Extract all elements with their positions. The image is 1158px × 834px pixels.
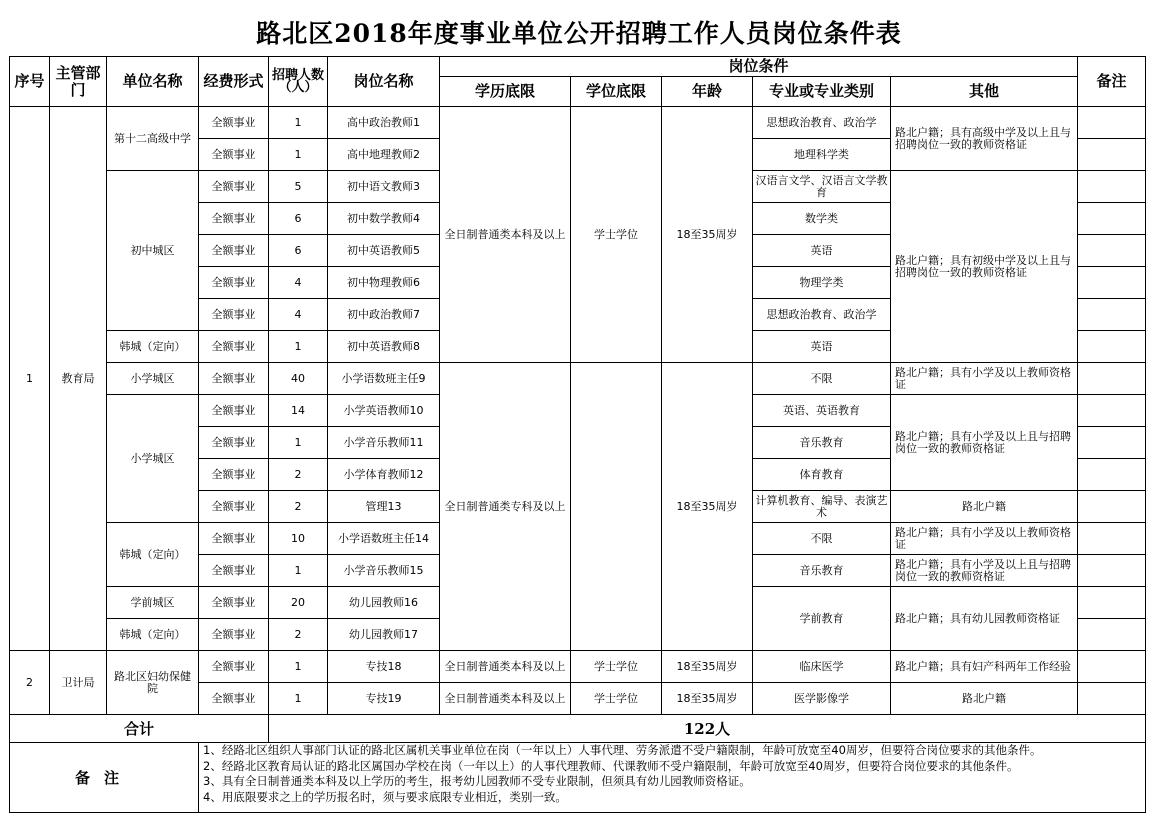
count-cell: 1 [269,683,328,715]
count-cell: 4 [269,299,328,331]
post-cell: 小学语数班主任14 [328,523,440,555]
remark-cell [1078,427,1146,459]
funding-cell: 全额事业 [199,459,269,491]
post-cell: 管理13 [328,491,440,523]
header-edu: 学历底限 [440,77,571,107]
unit-cell: 小学城区 [107,363,199,395]
unit-cell: 小学城区 [107,395,199,523]
other-cell: 路北户籍；具有初级中学及以上且与招聘岗位一致的教师资格证 [891,171,1078,363]
funding-cell: 全额事业 [199,651,269,683]
post-cell: 幼儿园教师17 [328,619,440,651]
edu-cell: 全日制普通类本科及以上 [440,651,571,683]
post-cell: 初中英语教师8 [328,331,440,363]
note-line: 2、经路北区教育局认证的路北区属国办学校在岗（一年以上）的人事代理教师、代课教师不受户籍限制，年龄可放宽至40周岁，但要符合岗位要求的其他条件。 [203,758,1019,773]
remark-cell [1078,491,1146,523]
unit-cell: 韩城（定向） [107,619,199,651]
post-cell: 初中物理教师6 [328,267,440,299]
header-remark: 备注 [1078,57,1146,107]
funding-cell: 全额事业 [199,619,269,651]
funding-cell: 全额事业 [199,331,269,363]
other-cell: 路北户籍 [891,491,1078,523]
funding-cell: 全额事业 [199,555,269,587]
major-cell: 计算机教育、编导、表演艺术 [753,491,891,523]
major-cell: 英语 [753,235,891,267]
count-cell: 4 [269,267,328,299]
header-seq: 序号 [10,57,50,107]
post-cell: 高中政治教师1 [328,107,440,139]
header-major: 专业或专业类别 [753,77,891,107]
major-cell: 物理学类 [753,267,891,299]
unit-cell: 初中城区 [107,171,199,331]
degree-cell: 学士学位 [571,651,662,683]
notes-text [199,743,1146,813]
total-label: 合计 [10,715,269,743]
remark-cell [1078,683,1146,715]
remark-cell [1078,587,1146,619]
funding-cell: 全额事业 [199,203,269,235]
funding-cell: 全额事业 [199,363,269,395]
total-value: 122人 [269,715,1146,743]
major-cell: 不限 [753,363,891,395]
post-cell: 小学英语教师10 [328,395,440,427]
remark-cell [1078,299,1146,331]
remark-cell [1078,139,1146,171]
other-cell: 路北户籍；具有幼儿园教师资格证 [891,587,1078,651]
notes-label: 备注 [10,743,199,813]
count-cell: 20 [269,587,328,619]
header-count: 招聘人数（人） [269,57,328,107]
funding-cell: 全额事业 [199,395,269,427]
funding-cell: 全额事业 [199,523,269,555]
other-cell: 路北户籍；具有妇产科两年工作经验 [891,651,1078,683]
count-cell: 40 [269,363,328,395]
major-cell: 学前教育 [753,587,891,651]
degree-cell: 学士学位 [571,107,662,363]
edu-cell: 全日制普通类本科及以上 [440,683,571,715]
remark-cell [1078,331,1146,363]
major-cell: 思想政治教育、政治学 [753,299,891,331]
unit-cell: 韩城（定向） [107,331,199,363]
funding-cell: 全额事业 [199,299,269,331]
unit-cell: 路北区妇幼保健院 [107,651,199,715]
remark-cell [1078,203,1146,235]
major-cell: 音乐教育 [753,427,891,459]
count-cell: 2 [269,619,328,651]
seq-cell: 1 [10,107,50,651]
recruitment-table [9,56,1146,813]
remark-cell [1078,459,1146,491]
funding-cell: 全额事业 [199,235,269,267]
major-cell: 英语、英语教育 [753,395,891,427]
seq-cell: 2 [10,651,50,715]
major-cell: 体育教育 [753,459,891,491]
note-line: 4、用底限要求之上的学历报名时，须与要求底限专业相近，类别一致。 [203,789,567,804]
header-degree: 学位底限 [571,77,662,107]
funding-cell: 全额事业 [199,139,269,171]
count-cell: 14 [269,395,328,427]
remark-cell [1078,363,1146,395]
post-cell: 初中政治教师7 [328,299,440,331]
count-cell: 1 [269,651,328,683]
remark-cell [1078,523,1146,555]
post-cell: 幼儿园教师16 [328,587,440,619]
header-other: 其他 [891,77,1078,107]
post-cell: 小学音乐教师11 [328,427,440,459]
note-line: 3、具有全日制普通类本科及以上学历的考生，报考幼儿园教师不受专业限制，但须具有幼儿园教师资格证。 [203,774,751,788]
count-cell: 2 [269,459,328,491]
age-cell: 18至35周岁 [662,363,753,651]
edu-cell: 全日制普通类专科及以上 [440,363,571,651]
other-cell: 路北户籍；具有小学及以上教师资格证 [891,523,1078,555]
count-cell: 1 [269,427,328,459]
count-cell: 1 [269,555,328,587]
post-cell: 专技18 [328,651,440,683]
age-cell: 18至35周岁 [662,683,753,715]
count-cell: 2 [269,491,328,523]
remark-cell [1078,555,1146,587]
major-cell: 音乐教育 [753,555,891,587]
count-cell: 1 [269,107,328,139]
count-cell: 1 [269,139,328,171]
age-cell: 18至35周岁 [662,107,753,363]
age-cell: 18至35周岁 [662,651,753,683]
remark-cell [1078,267,1146,299]
post-cell: 高中地理教师2 [328,139,440,171]
other-cell: 路北户籍 [891,683,1078,715]
funding-cell: 全额事业 [199,491,269,523]
degree-cell: 学士学位 [571,683,662,715]
count-cell: 6 [269,203,328,235]
edu-cell: 全日制普通类本科及以上 [440,107,571,363]
page-title: 路北区2018年度事业单位公开招聘工作人员岗位条件表 [256,19,902,48]
count-cell: 1 [269,331,328,363]
count-cell: 6 [269,235,328,267]
major-cell: 汉语言文学、汉语言文学教育 [753,171,891,203]
funding-cell: 全额事业 [199,267,269,299]
remark-cell [1078,171,1146,203]
unit-cell: 学前城区 [107,587,199,619]
post-cell: 小学语数班主任9 [328,363,440,395]
header-post: 岗位名称 [328,57,440,107]
remark-cell [1078,235,1146,267]
major-cell: 医学影像学 [753,683,891,715]
funding-cell: 全额事业 [199,107,269,139]
funding-cell: 全额事业 [199,427,269,459]
post-cell: 初中数学教师4 [328,203,440,235]
remark-cell [1078,619,1146,651]
remark-cell [1078,651,1146,683]
funding-cell: 全额事业 [199,587,269,619]
other-cell: 路北户籍；具有小学及以上且与招聘岗位一致的教师资格证 [891,395,1078,491]
header-funding: 经费形式 [199,57,269,107]
remark-cell [1078,395,1146,427]
other-cell: 路北户籍；具有小学及以上教师资格证 [891,363,1078,395]
major-cell: 地理科学类 [753,139,891,171]
major-cell: 数学类 [753,203,891,235]
post-cell: 初中英语教师5 [328,235,440,267]
other-cell: 路北户籍；具有高级中学及以上且与招聘岗位一致的教师资格证 [891,107,1078,171]
other-cell: 路北户籍；具有小学及以上且与招聘岗位一致的教师资格证 [891,555,1078,587]
unit-cell: 韩城（定向） [107,523,199,587]
major-cell: 临床医学 [753,651,891,683]
post-cell: 小学音乐教师15 [328,555,440,587]
remark-cell [1078,107,1146,139]
dept-cell: 卫计局 [50,651,107,715]
degree-cell [571,363,662,651]
unit-cell: 第十二高级中学 [107,107,199,171]
header-unit: 单位名称 [107,57,199,107]
post-cell: 专技19 [328,683,440,715]
header-conditions: 岗位条件 [440,57,1078,77]
note-line: 1、经路北区组织人事部门认证的路北区属机关事业单位在岗（一年以上）人事代理、劳务派遣不受户籍限制，年龄可放宽至40周岁，但要符合岗位要求的其他条件。 [203,743,1042,757]
post-cell: 初中语文教师3 [328,171,440,203]
dept-cell: 教育局 [50,107,107,651]
funding-cell: 全额事业 [199,171,269,203]
header-dept: 主管部门 [50,57,107,107]
funding-cell: 全额事业 [199,683,269,715]
count-cell: 10 [269,523,328,555]
major-cell: 英语 [753,331,891,363]
major-cell: 思想政治教育、政治学 [753,107,891,139]
post-cell: 小学体育教师12 [328,459,440,491]
header-age: 年龄 [662,77,753,107]
count-cell: 5 [269,171,328,203]
major-cell: 不限 [753,523,891,555]
